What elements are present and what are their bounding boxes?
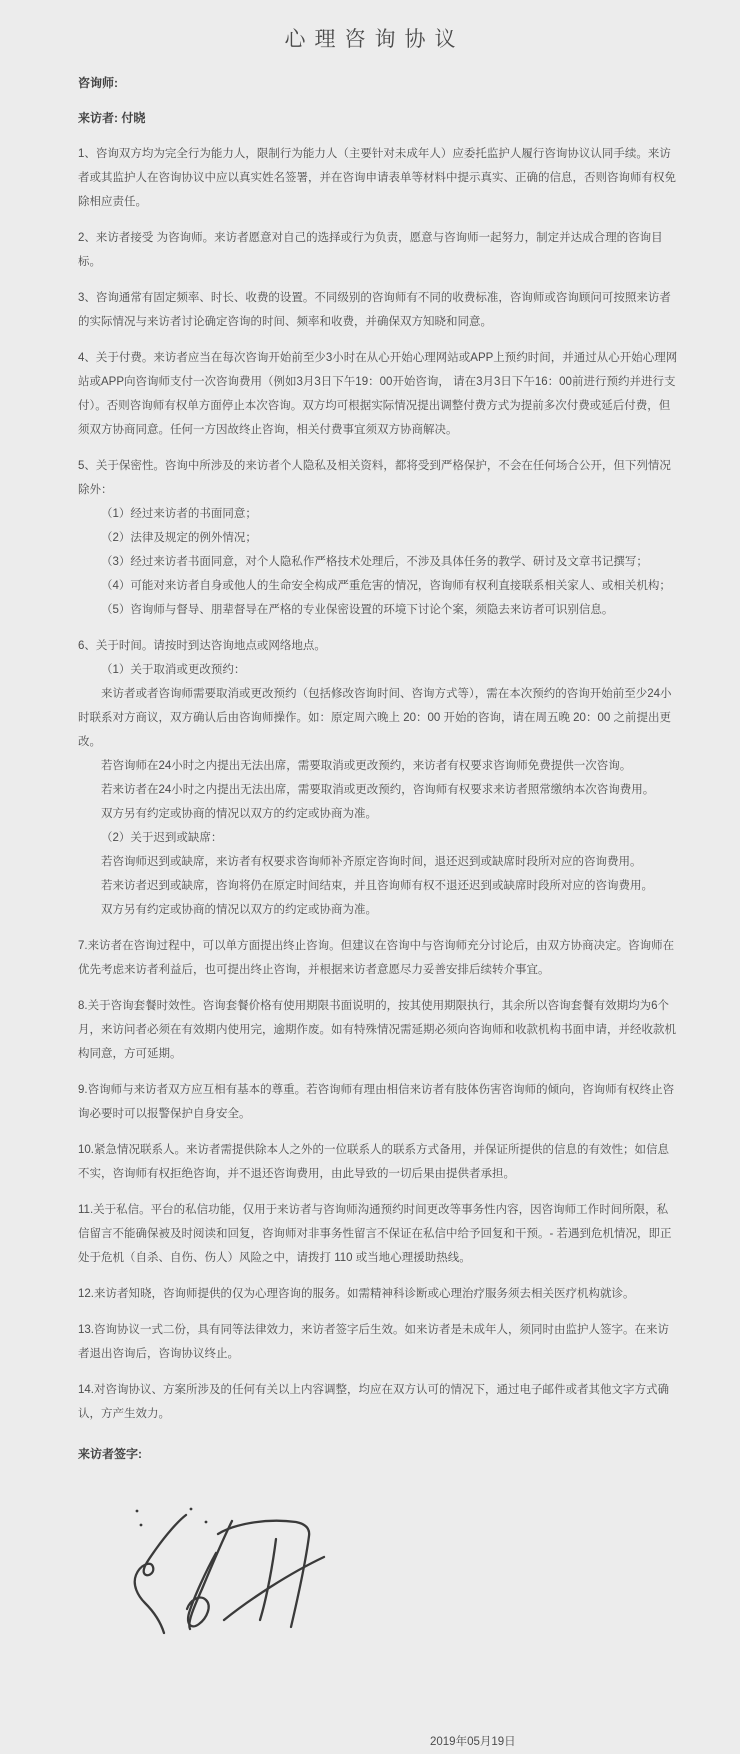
handwritten-signature	[128, 1499, 333, 1644]
agreement-document	[0, 14, 740, 1747]
signature-ink-dot	[136, 1510, 139, 1513]
clause-paragraph: 5、关于保密性。咨询中所涉及的来访者个人隐私及相关资料，都将受到严格保护，不会在任何场合公开，但下列情况除外：	[78, 460, 671, 497]
clause-list	[78, 142, 678, 1426]
signature-stroke	[224, 1557, 324, 1620]
clause-paragraph: （3）经过来访者书面同意，对个人隐私作严格技术处理后，不涉及具体任务的教学、研讨及文章书记撰写；	[101, 556, 648, 569]
signature-stroke	[189, 1521, 232, 1629]
counselor-line: 咨询师:	[78, 76, 118, 91]
clause-paragraph: 若咨询师迟到或缺席，来访者有权要求咨询师补齐原定咨询时间，退还迟到或缺席时段所对应的咨询费用。	[101, 856, 642, 869]
clause-paragraph: 双方另有约定或协商的情况以双方的约定或协商为准。	[101, 808, 377, 821]
clause-paragraph: （2）法律及规定的例外情况；	[101, 532, 257, 545]
clause-paragraph: 3、咨询通常有固定频率、时长、收费的设置。不同级别的咨询师有不同的收费标准，咨询师或咨询顾问可按照来访者的实际情况与来访者讨论确定咨询的时间、频率和收费，并确保双方知晓和同意。	[78, 292, 671, 329]
clause-paragraph: （4）可能对来访者自身或他人的生命安全构成严重危害的情况，咨询师有权利直接联系相关家人、或相关机构；	[101, 580, 671, 593]
clause-paragraph: 若来访者迟到或缺席，咨询将仍在原定时间结束，并且咨询师有权不退还迟到或缺席时段所对应的咨询费用。	[101, 880, 653, 893]
clause-paragraph: （1）经过来访者的书面同意；	[101, 508, 257, 521]
client-line: 来访者: 付晓	[78, 111, 146, 126]
clause-paragraph: 8.关于咨询套餐时效性。咨询套餐价格有使用期限书面说明的，按其使用期限执行，其余所以咨询套餐有效期均为6个月，来访问者必须在有效期内使用完，逾期作废。如有特殊情况需延期必须向咨询师和收款机构书面申请，并经收款机构同意，方可延期。	[78, 1000, 676, 1061]
clause-paragraph: 6、关于时间。请按时到达咨询地点或网络地点。	[78, 640, 326, 653]
clause-paragraph: 若咨询师在24小时之内提出无法出席，需要取消或更改预约，来访者有权要求咨询师免费提供一次咨询。	[101, 760, 632, 773]
signature-label: 来访者签字:	[78, 1447, 142, 1462]
signature-ink-dot	[205, 1521, 208, 1524]
page-title: 心理咨询协议	[284, 28, 465, 52]
clause-paragraph: 4、关于付费。来访者应当在每次咨询开始前至少3小时在从心开始心理网站或APP上预约时间，并通过从心开始心理网站或APP向咨询师支付一次咨询费用（例如3月3日下午19：00开始咨询， 请在3月3日下午16：00前进行预约并进行支付）。否则咨询师有权单方面停止本次咨询。双方均可根据实际情况提出调整付费方式为提前多次付费或延后付费，但须双方协商同意。任何一方因故终止咨询，相关付费事宜须双方协商解决。	[78, 352, 678, 437]
signature-stroke	[135, 1515, 186, 1633]
clause-paragraph: 12.来访者知晓，咨询师提供的仅为心理咨询的服务。如需精神科诊断或心理治疗服务须去相关医疗机构就诊。	[78, 1288, 635, 1301]
document-body	[0, 71, 740, 1754]
clause-paragraph: 来访者或者咨询师需要取消或更改预约（包括修改咨询时间、咨询方式等），需在本次预约的咨询开始前至少24小时联系对方商议，双方确认后由咨询师操作。如：原定周六晚上 20：00 开始的咨询，请在周五晚 20：00 之前提出更改。	[78, 688, 672, 749]
signature-stroke	[260, 1539, 276, 1620]
signature-ink-dot	[190, 1508, 193, 1511]
clause-paragraph: 10.紧急情况联系人。来访者需提供除本人之外的一位联系人的联系方式备用，并保证所提供的信息的有效性；如信息不实，咨询师有权拒绝咨询，并不退还咨询费用，由此导致的一切后果由提供者承担。	[78, 1144, 669, 1181]
clause-paragraph: 双方另有约定或协商的情况以双方的约定或协商为准。	[101, 904, 377, 917]
clause-paragraph: 2、来访者接受 为咨询师。来访者愿意对自己的选择或行为负责，愿意与咨询师一起努力，制定并达成合理的咨询目标。	[78, 232, 663, 269]
clause-paragraph: （5）咨询师与督导、朋辈督导在严格的专业保密设置的环境下讨论个案，须隐去来访者可识别信息。	[101, 604, 614, 617]
clause-paragraph: （2）关于迟到或缺席：	[101, 832, 223, 845]
clause-paragraph: （1）关于取消或更改预约：	[101, 664, 246, 677]
clause-paragraph: 11.关于私信。平台的私信功能，仅用于来访者与咨询师沟通预约时间更改等事务性内容，因咨询师工作时间所限，私信留言不能确保被及时阅读和回复，咨询师对非事务性留言不保证在私信中给予回复和干预。- 若遇到危机情况，即正处于危机（自杀、自伤、伤人）风险之中，请拨打 110 或当地心理援助热线。	[78, 1204, 672, 1265]
clause-paragraph: 14.对咨询协议、方案所涉及的任何有关以上内容调整，均应在双方认可的情况下，通过电子邮件或者其他文字方式确认，方产生效力。	[78, 1384, 669, 1421]
clause-paragraph: 13.咨询协议一式二份，具有同等法律效力，来访者签字后生效。如来访者是未成年人，须同时由监护人签字。在来访者退出咨询后，咨询协议终止。	[78, 1324, 669, 1361]
signature-ink-dot	[140, 1524, 143, 1527]
clause-paragraph: 7.来访者在咨询过程中，可以单方面提出终止咨询。但建议在咨询中与咨询师充分讨论后，由双方协商决定。咨询师在优先考虑来访者利益后，也可提出终止咨询，并根据来访者意愿尽力妥善安排后续转介事宜。	[78, 940, 675, 977]
clause-paragraph: 1、咨询双方均为完全行为能力人，限制行为能力人（主要针对未成年人）应委托监护人履行咨询协议认同手续。来访者或其监护人在咨询协议中应以真实姓名签署，并在咨询申请表单等材料中提示真实、正确的信息，否则咨询师有权免除相应责任。	[78, 148, 676, 209]
document-date: 2019年05月19日	[430, 1736, 516, 1749]
clause-paragraph: 9.咨询师与来访者双方应互相有基本的尊重。若咨询师有理由相信来访者有肢体伤害咨询师的倾向，咨询师有权终止咨询必要时可以报警保护自身安全。	[78, 1084, 675, 1121]
clause-paragraph: 若来访者在24小时之内提出无法出席，需要取消或更改预约，咨询师有权要求来访者照常缴纳本次咨询费用。	[101, 784, 655, 797]
